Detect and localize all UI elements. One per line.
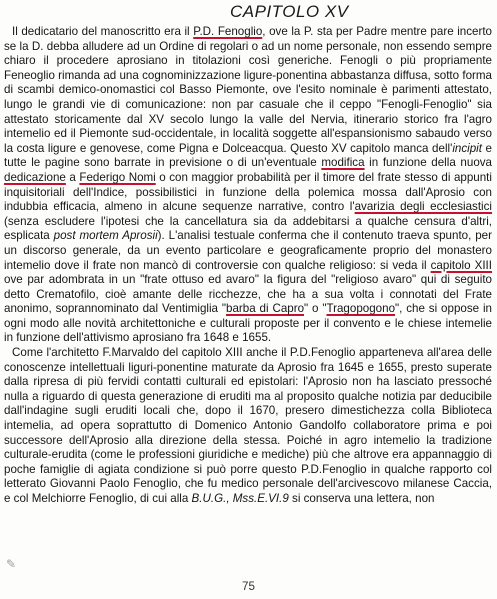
body-text xyxy=(4,25,492,507)
italic-phrase: incipit xyxy=(452,141,482,155)
underlined-phrase: barba di Capro xyxy=(226,302,305,316)
paragraph-2 xyxy=(4,346,492,507)
underlined-phrase: capitolo XIII xyxy=(430,258,492,272)
underlined-phrase: Federigo Nomi xyxy=(79,170,156,184)
text-run: a xyxy=(65,170,80,184)
text-run: ove par adombrata in un "frate ottuso ed avaro" la figura del "religioso avaro" qui di seguito detto Crematofilo, cioè amante delle ricchezze, che ha a sua volta i connotati del Frate anonimo, soprannominato dal Ventimiglia " xyxy=(4,273,492,316)
page-number: 75 xyxy=(242,580,255,593)
text-run: e tutte le pagine sono barrate in previsione o di un'eventuale xyxy=(4,141,492,170)
underlined-phrase: dedicazione xyxy=(4,170,66,184)
text-run: Il dedicatario del manoscritto era il xyxy=(12,25,194,38)
underlined-phrase: Tragopogono xyxy=(326,302,396,316)
text-run: o con maggior probabilità per il timore del frate stesso di appunti inquisitoriali dell'Indice, possibilistici in funzione della polemica mossa dall'Aprosio con indubbia efficacia, almeno in alcune sequenze narrative, contro l' xyxy=(4,170,492,214)
text-run: in funzione della nuova xyxy=(364,156,493,170)
chapter-heading: CAPITOLO XV xyxy=(230,2,349,21)
text-run: si conserva una lettera, non xyxy=(288,492,435,505)
text-run: ). L'analisi testuale conferma che il contenuto traeva spunto, per un discorso generale, da un evento particolare e geograficamente proprio del monastero intemelio dove il frate non mancò di controversie con qualche religioso: si veda il xyxy=(4,229,492,272)
text-run: (senza escludere l'ipotesi che la cancellatura sia da addebitarsi a qualche censura d'altri, esplicata xyxy=(4,214,492,243)
paragraph-1 xyxy=(4,25,492,346)
underlined-phrase: modifica xyxy=(321,156,365,170)
italic-phrase: B.U.G., Mss.E.VI.9 xyxy=(191,492,289,505)
text-run: Come l'architetto F.Marvaldo del capitolo XIII anche il P.D.Fenoglio apparteneva all'area delle conoscenze intellettuali liguri-ponentine maturate da Aprosio fra 1645 e 1655, presto superate dalla ripresa di più fervidi contatti culturali ed epistolari: l'Aprosio non ha lasciato pressoché nulla a riguardo di questa generazione di eruditi ma al proposito qualche notizia par deducibile dall'indagine sugli eruditi locali che, dopo il 1670, presero dimestichezza colla Biblioteca intemelia, ad opera soprattutto di Domenico Antonio Gandolfo collaboratore prima e poi successore dell'Aprosio alla direzione della stessa. Poiché in agro intemelio la tradizione culturale-erudita (come le professioni giuridiche e mediche) più che altrove era appannaggio di poche famiglie di agiata condizione si può porre questo P.D.Fenoglio in qualche rapporto col letterato Giovanni Paolo Fenoglio, che fu medico personale dell'arcivescovo milanese Caccia, e col Melchiorre Fenoglio, di cui alla xyxy=(4,346,492,505)
italic-phrase: post mortem Aprosii xyxy=(53,229,158,243)
text-run: " o " xyxy=(304,302,327,316)
text-run: , ove la P. sta per Padre mentre pare incerto se la D. debba alludere ad un Ordine di regolari o ad un nome personale, non essendo sempre chiaro il procedere aprosiano in titolazioni così generiche. Fenogli o più propriamente Feneoglio rimanda ad una cognominizzazione ligure-ponentina abbastanza diffusa, sotto forma di scambi demico-onomastici col Basso Piemonte, ove l'esito nominale è parimenti attestato, lungo le grandi vie di comunicazione: non par casuale che il ceppo "Fenogli-Fenoglio" sia attestato storicamente dal XV secolo lungo la valle del Nervia, itinerario storico fra l'agro intemelio ed il Piemonte sud-occidentale, in località soggette all'espansionismo sabaudo verso la costa ligure e genovese, come Pigna e Dolceacqua. Questo XV capitolo manca dell' xyxy=(4,25,492,155)
underlined-phrase: P.D. Fenoglio xyxy=(193,25,263,38)
margin-mark-icon: ✎ xyxy=(6,557,17,571)
text-run: ", che si oppose in ogni modo alle novità architettoniche e culturali proposte per il convento e le chiese intemelie in funzione dell'attivismo aprosiano fra 1648 e 1655. xyxy=(4,302,492,345)
underlined-phrase: avarizia degli ecclesiastici xyxy=(354,200,493,214)
